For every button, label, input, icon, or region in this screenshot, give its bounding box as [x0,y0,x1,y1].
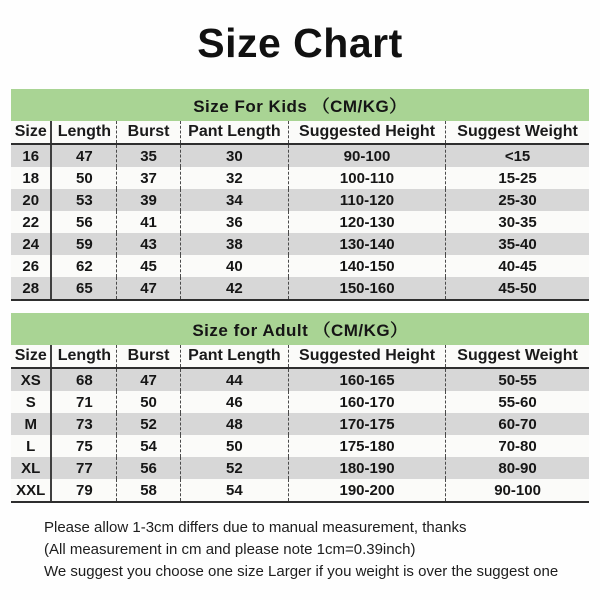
table-cell: 30-35 [498,213,537,231]
table-cell: M [11,413,51,435]
table-cell: 100-110 [288,167,445,189]
table-cell: 50 [117,391,181,413]
measurement-notes [44,517,600,582]
table-cell: 90-100 [446,479,589,502]
adult-table-band [11,313,589,345]
kids-table-title: Size For Kids （CM/KG） [11,89,589,121]
table-cell: 45-50 [446,277,589,300]
table-cell: 43 [117,233,181,255]
column-header-suggested-height: Suggested Height [288,345,445,368]
table-cell: 62 [51,255,116,277]
table-cell: L [11,435,51,457]
column-header-suggest-weight: Suggest Weight [446,121,589,144]
table-cell: XXL [11,479,51,502]
table-cell: 80-90 [498,459,537,477]
table-cell: 120-130 [288,211,445,233]
column-header-suggested-height: Suggested Height [288,121,445,144]
table-cell: <15 [504,147,531,165]
table-cell: 44 [180,368,288,391]
table-row [11,167,589,189]
table-row [11,255,589,277]
table-cell: 68 [51,368,116,391]
column-header-size: Size [11,121,51,144]
table-cell: 34 [180,189,288,211]
table-cell: XL [11,457,51,479]
table-row [11,233,589,255]
table-cell: 55-60 [498,393,537,411]
column-header-suggest-weight: Suggest Weight [446,345,589,368]
table-cell: 54 [117,435,181,457]
table-cell: 48 [180,413,288,435]
table-cell: 20 [11,189,51,211]
table-cell: 110-120 [288,189,445,211]
column-header-size: Size [11,345,51,368]
table-cell: 47 [117,277,181,300]
table-row [11,413,589,435]
table-cell: 160-165 [288,368,445,391]
table-cell: 16 [11,144,51,167]
size-chart-image [0,20,600,582]
page-title: Size Chart [197,20,403,66]
adult-table-title: Size for Adult （CM/KG） [11,313,589,345]
table-cell: 130-140 [288,233,445,255]
table-cell: 45 [117,255,181,277]
table-cell: 59 [51,233,116,255]
table-cell: 75 [51,435,116,457]
table-cell: 58 [117,479,181,502]
adult-size-table [11,313,589,503]
table-cell: 39 [117,189,181,211]
adult-column-header-row [11,345,589,368]
table-cell: 18 [11,167,51,189]
table-cell: 46 [180,391,288,413]
table-cell: 52 [180,457,288,479]
table-row [11,479,589,502]
table-cell: 35-40 [498,235,537,253]
table-row [11,391,589,413]
table-cell: 60-70 [498,415,537,433]
table-cell: 22 [11,211,51,233]
table-cell: S [11,391,51,413]
table-cell: 25-30 [498,191,537,209]
table-row [11,368,589,391]
table-cell: 56 [51,211,116,233]
table-cell: 71 [51,391,116,413]
table-cell: 26 [11,255,51,277]
table-cell: 50-55 [498,371,537,389]
column-header-burst: Burst [117,121,181,144]
table-cell: 90-100 [288,144,445,167]
table-cell: 54 [180,479,288,502]
table-cell: 65 [51,277,116,300]
table-cell: 77 [51,457,116,479]
table-row [11,211,589,233]
table-cell: 160-170 [288,391,445,413]
table-cell: 175-180 [288,435,445,457]
table-cell: 35 [117,144,181,167]
kids-table-body [11,144,589,300]
table-cell: 24 [11,233,51,255]
table-row [11,457,589,479]
table-row [11,277,589,300]
column-header-pant-length: Pant Length [180,345,288,368]
kids-table-band [11,89,589,121]
column-header-pant-length: Pant Length [180,121,288,144]
table-cell: 73 [51,413,116,435]
table-cell: 180-190 [288,457,445,479]
column-header-length: Length [51,345,116,368]
table-cell: 70-80 [498,437,537,455]
note-line: We suggest you choose one size Larger if you weight is over the suggest one [44,562,559,580]
table-cell: 140-150 [288,255,445,277]
table-row [11,189,589,211]
table-cell: 52 [117,413,181,435]
table-cell: 53 [51,189,116,211]
table-cell: 50 [180,435,288,457]
table-cell: 47 [117,368,181,391]
note-line: Please allow 1-3cm differs due to manual measurement, thanks [44,519,467,537]
table-cell: 190-200 [288,479,445,502]
table-cell: 42 [180,277,288,300]
adult-table-body [11,368,589,502]
kids-column-header-row [11,121,589,144]
kids-size-table [11,89,589,301]
table-cell: 79 [51,479,116,502]
table-cell: 28 [11,277,51,300]
table-cell: 36 [180,211,288,233]
table-cell: 30 [180,144,288,167]
table-cell: 40-45 [498,257,537,275]
note-line: (All measurement in cm and please note 1cm=0.39inch) [44,540,416,558]
table-cell: 40 [180,255,288,277]
table-cell: 47 [51,144,116,167]
table-cell: 38 [180,233,288,255]
column-header-length: Length [51,121,116,144]
table-cell: 41 [117,211,181,233]
table-cell: 56 [117,457,181,479]
table-cell: 170-175 [288,413,445,435]
table-cell: 32 [180,167,288,189]
column-header-burst: Burst [117,345,181,368]
table-row [11,144,589,167]
table-cell: XS [11,368,51,391]
table-cell: 15-25 [498,169,537,187]
table-cell: 150-160 [288,277,445,300]
table-cell: 37 [117,167,181,189]
table-cell: 50 [51,167,116,189]
table-row [11,435,589,457]
